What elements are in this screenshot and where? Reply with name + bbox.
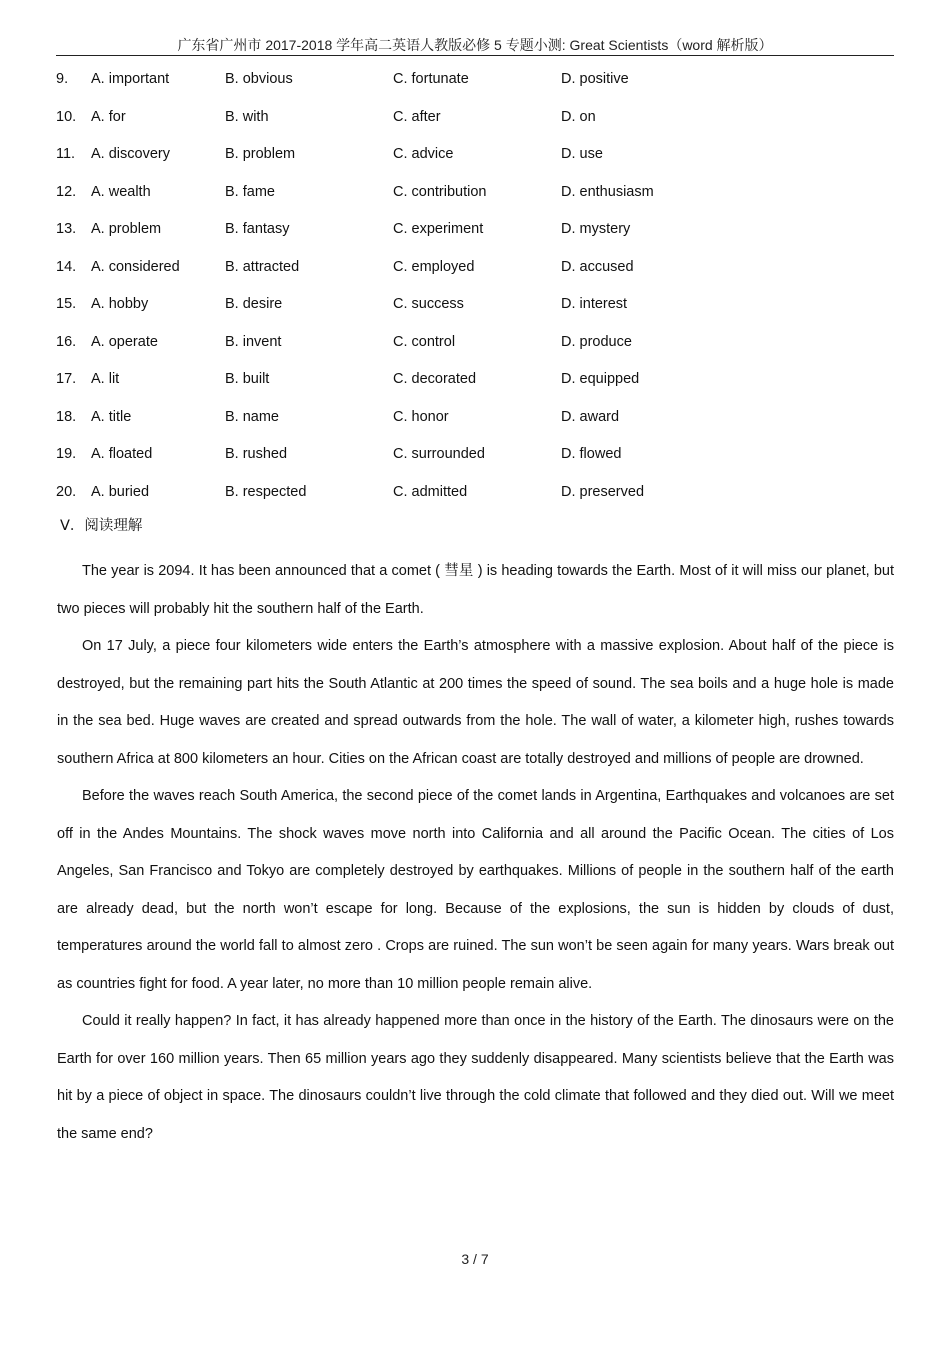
option-d: D. flowed <box>561 446 622 462</box>
passage-paragraph: Could it really happen? In fact, it has already happened more than once in the history of the Earth. The dinosaurs were on the Earth for over 160 million years. Then 65 million years ago they suddenly disappeared. Many scientists believe that the Earth was hit by a piece of object in space. The dinosaurs couldn’t live through the cold climate that followed and they died out. Will we meet the same end? <box>57 1013 894 1142</box>
option-row <box>56 143 896 181</box>
option-d: D. use <box>561 146 603 162</box>
question-number: 9. <box>56 71 69 87</box>
option-c: C. employed <box>393 258 475 275</box>
option-c: C. contribution <box>393 183 487 200</box>
option-row <box>56 481 896 519</box>
option-b: B. obvious <box>225 71 293 87</box>
question-number: 10. <box>56 108 77 125</box>
page-header <box>56 35 894 56</box>
option-a: A. hobby <box>91 296 149 312</box>
passage-paragraph: On 17 July, a piece four kilometers wide enters the Earth’s atmosphere with a massive explosion. About half of the piece is destroyed, but the remaining part hits the South Atlantic at 200 times the speed of sound. The sea boils and a huge hole is made in the sea bed. Huge waves are created and spread outwards from the hole. The wall of water, a kilometer high, rushes towards southern Africa at 800 kilometers an hour. Cities on the African coast are totally destroyed and millions of people are drowned. <box>57 638 894 767</box>
option-b: B. respected <box>225 483 307 500</box>
option-c: C. decorated <box>393 371 477 387</box>
option-d: D. preserved <box>561 483 645 500</box>
option-b: B. invent <box>225 333 282 350</box>
option-b: B. desire <box>225 296 283 312</box>
option-c: C. admitted <box>393 483 468 500</box>
option-row <box>56 293 896 331</box>
passage-paragraph: The year is 2094. It has been announced that a comet ( 彗星 ) is heading towards the Earth. Most of it will miss our planet, but two pieces will probably hit the southern half of the Earth. <box>57 563 894 617</box>
section-title: V．阅读理解 <box>60 518 143 534</box>
reading-passage <box>57 553 894 1153</box>
option-c: C. control <box>393 333 456 350</box>
option-row <box>56 368 896 406</box>
option-d: D. award <box>561 408 620 425</box>
option-b: B. fame <box>225 183 275 200</box>
option-a: A. title <box>91 408 132 425</box>
option-a: A. floated <box>91 446 153 462</box>
option-row <box>56 256 896 294</box>
option-row <box>56 406 896 444</box>
option-d: D. enthusiasm <box>561 183 654 200</box>
option-d: D. equipped <box>561 371 640 387</box>
option-a: A. buried <box>91 483 150 500</box>
option-d: D. interest <box>561 296 628 312</box>
option-a: A. problem <box>91 221 162 237</box>
option-a: A. discovery <box>91 146 170 162</box>
question-number: 15. <box>56 296 77 312</box>
question-number: 11. <box>56 146 76 162</box>
option-b: B. built <box>225 371 270 387</box>
option-c: C. honor <box>393 408 449 425</box>
option-a: A. operate <box>91 333 158 350</box>
option-b: B. problem <box>225 146 296 162</box>
option-b: B. fantasy <box>225 221 290 237</box>
option-row <box>56 443 896 481</box>
option-c: C. advice <box>393 146 454 162</box>
option-d: D. on <box>561 108 596 125</box>
question-number: 13. <box>56 221 77 237</box>
question-number: 12. <box>56 183 77 200</box>
option-a: A. lit <box>91 371 120 387</box>
option-c: C. experiment <box>393 221 484 237</box>
question-number: 16. <box>56 333 77 350</box>
option-c: C. after <box>393 108 441 125</box>
option-row <box>56 331 896 369</box>
option-row <box>56 218 896 256</box>
answer-options <box>56 68 896 518</box>
option-a: A. for <box>91 108 126 125</box>
question-number: 14. <box>56 258 77 275</box>
passage-paragraph: Before the waves reach South America, the second piece of the comet lands in Argentina, Earthquakes and volcanoes are set off in the Andes Mountains. The shock waves move north into California and all around the Pacific Ocean. The cities of Los Angeles, San Francisco and Tokyo are completely destroyed by earthquakes. Millions of people in the southern half of the earth are already dead, but the north won’t escape for long. Because of the explosions, the sun is hidden by clouds of dust, temperatures around the world fall to almost zero . Crops are ruined. The sun won’t be seen again for many years. Wars break out as countries fight for food. A year later, no more than 10 million people remain alive. <box>57 788 894 992</box>
option-d: D. mystery <box>561 221 631 237</box>
option-c: C. surrounded <box>393 446 485 462</box>
option-row <box>56 106 896 144</box>
option-d: D. positive <box>561 71 629 87</box>
option-row <box>56 181 896 219</box>
option-a: A. considered <box>91 258 180 275</box>
option-b: B. name <box>225 408 279 425</box>
header-text: 广东省广州市 2017-2018 学年高二英语人教版必修 5 专题小测: Great Scientists（word 解析版） <box>177 37 773 53</box>
option-a: A. wealth <box>91 183 151 200</box>
page-number: 3 / 7 <box>461 1251 489 1267</box>
option-c: C. fortunate <box>393 71 469 87</box>
question-number: 19. <box>56 446 77 462</box>
option-d: D. accused <box>561 258 634 275</box>
question-number: 17. <box>56 371 77 387</box>
option-row <box>56 68 896 106</box>
option-b: B. attracted <box>225 258 300 275</box>
option-b: B. with <box>225 108 269 125</box>
option-d: D. produce <box>561 333 632 350</box>
question-number: 18. <box>56 408 77 425</box>
option-c: C. success <box>393 296 464 312</box>
option-a: A. important <box>91 71 170 87</box>
question-number: 20. <box>56 483 77 500</box>
option-b: B. rushed <box>225 446 288 462</box>
